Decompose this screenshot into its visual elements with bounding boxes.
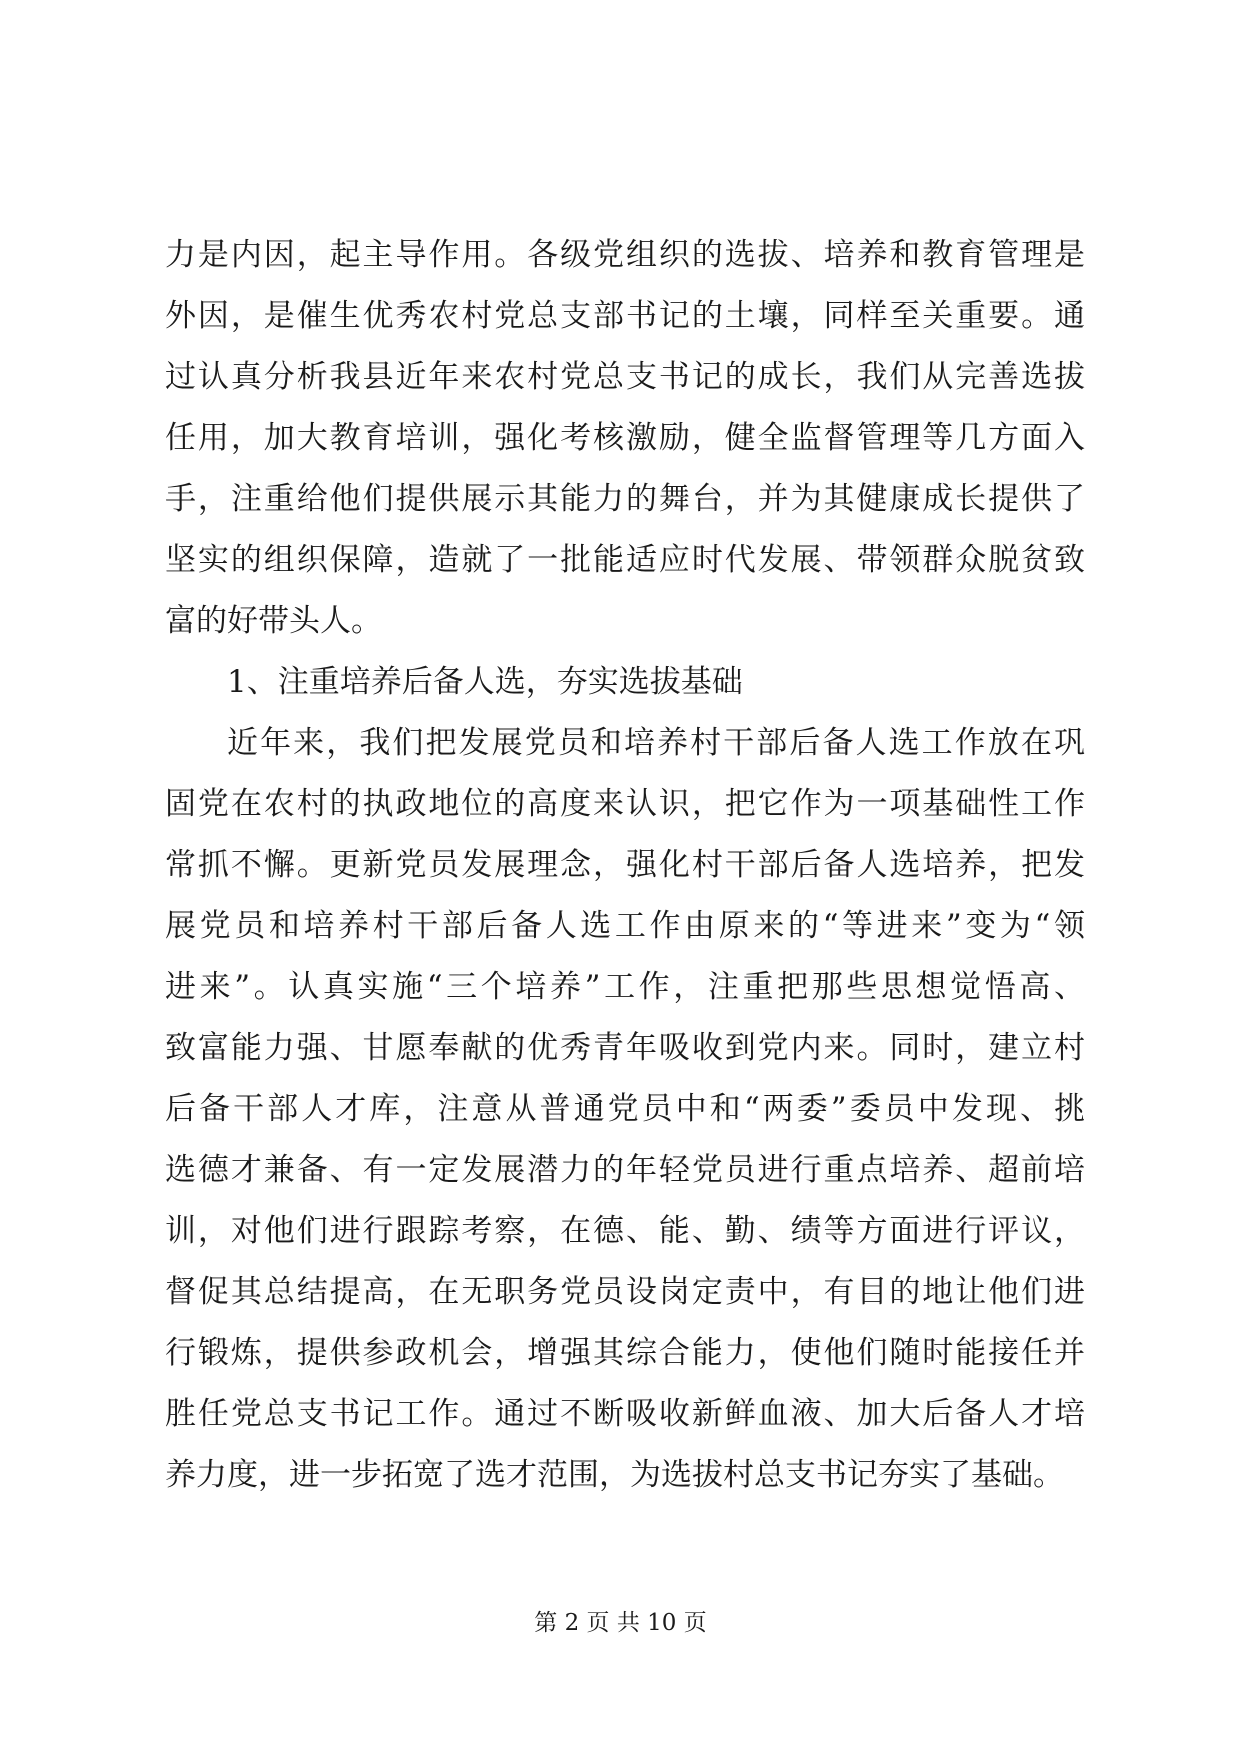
page-number-footer: 第 2 页 共 10 页 <box>534 1610 707 1636</box>
text-line: 富的好带头人。 <box>165 603 382 639</box>
text-line: 致富能力强、甘愿奉献的优秀青年吸收到党内来。同时，建立村 <box>165 1030 1085 1066</box>
text-line: 行锻炼，提供参政机会，增强其综合能力，使他们随时能接任并 <box>165 1335 1085 1371</box>
text-line: 手，注重给他们提供展示其能力的舞台，并为其健康成长提供了 <box>165 481 1085 517</box>
text-line: 胜任党总支书记工作。通过不断吸收新鲜血液、加大后备人才培 <box>165 1396 1085 1432</box>
text-line: 养力度，进一步拓宽了选才范围，为选拔村总支书记夯实了基础。 <box>165 1457 1064 1493</box>
document-body <box>165 225 1085 1506</box>
section-heading: 1、注重培养后备人选，夯实选拔基础 <box>227 664 743 700</box>
text-line: 选德才兼备、有一定发展潜力的年轻党员进行重点培养、超前培 <box>165 1152 1085 1188</box>
text-line: 过认真分析我县近年来农村党总支书记的成长，我们从完善选拔 <box>165 359 1085 395</box>
text-line: 展党员和培养村干部后备人选工作由原来的“等进来”变为“领 <box>165 908 1085 944</box>
text-line: 常抓不懈。更新党员发展理念，强化村干部后备人选培养，把发 <box>165 847 1085 883</box>
text-line: 力是内因，起主导作用。各级党组织的选拔、培养和教育管理是 <box>165 237 1085 273</box>
text-line: 任用，加大教育培训，强化考核激励，健全监督管理等几方面入 <box>165 420 1085 456</box>
text-line: 外因，是催生优秀农村党总支部书记的土壤，同样至关重要。通 <box>165 298 1085 334</box>
text-line: 进来”。认真实施“三个培养”工作，注重把那些思想觉悟高、 <box>165 969 1085 1005</box>
text-line: 督促其总结提高，在无职务党员设岗定责中，有目的地让他们进 <box>165 1274 1085 1310</box>
text-line: 坚实的组织保障，造就了一批能适应时代发展、带领群众脱贫致 <box>165 542 1085 578</box>
text-line: 近年来，我们把发展党员和培养村干部后备人选工作放在巩 <box>227 725 1085 761</box>
text-line: 训，对他们进行跟踪考察，在德、能、勤、绩等方面进行评议， <box>165 1213 1085 1249</box>
text-line: 固党在农村的执政地位的高度来认识，把它作为一项基础性工作 <box>165 786 1085 822</box>
text-line: 后备干部人才库，注意从普通党员中和“两委”委员中发现、挑 <box>165 1091 1085 1127</box>
